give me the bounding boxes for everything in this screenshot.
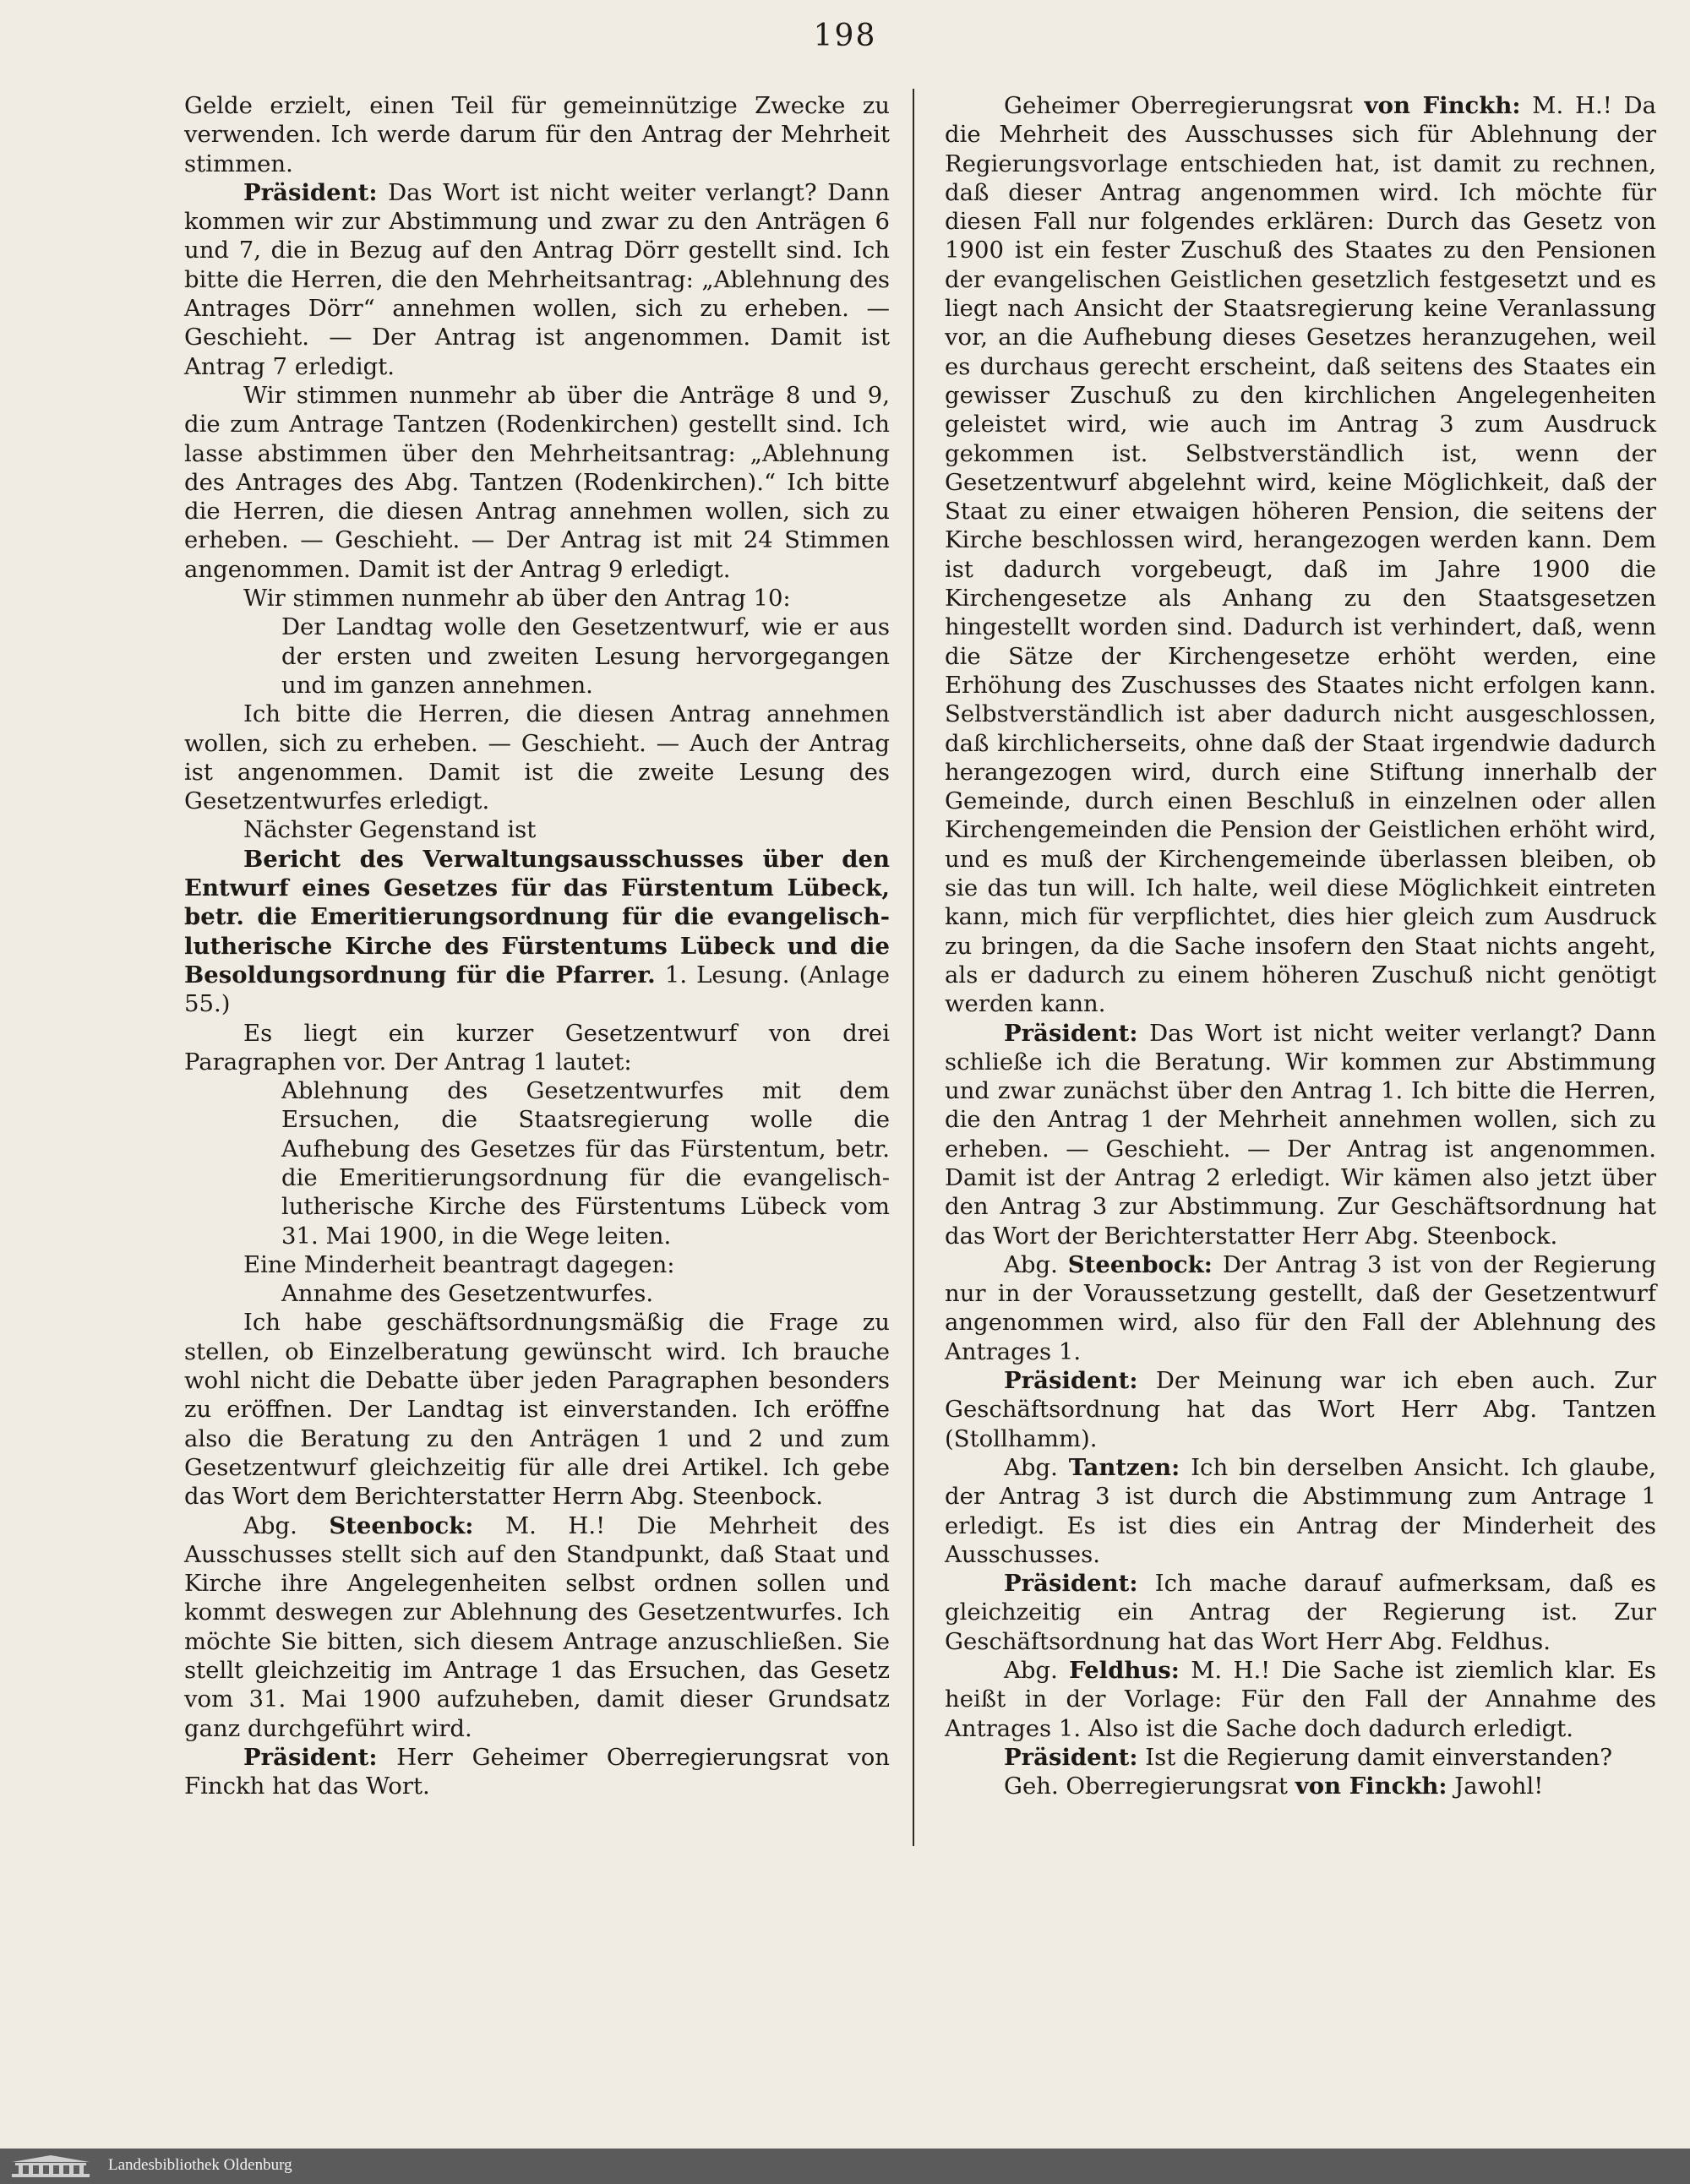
footer-library-name: Landesbibliothek Oldenburg [108, 2156, 292, 2174]
speech-paragraph [945, 1250, 1656, 1366]
paragraph-text: Ich bin derselben Ansicht. Ich glaube, der Antrag 3 ist durch die Abstimmung zum Antrage 1 erledigt. Es ist dies ein Antrag der Minderheit des Ausschusses. [945, 1453, 1656, 1568]
speaker-name: Präsident: [243, 178, 378, 206]
footer-bar [0, 2149, 1690, 2184]
quoted-motion [281, 1279, 890, 1308]
paragraph-text: Gelde erzielt, einen Teil für gemeinnützige Zwecke zu verwenden. Ich werde darum für den Antrag der Mehrheit stimmen. [184, 92, 890, 177]
paragraph-text: Ist die Regierung damit einverstanden? [1137, 1743, 1612, 1771]
motion-text: Annahme des Gesetzentwurfes. [281, 1280, 654, 1308]
paragraph-text: Ich mache darauf aufmerksam, daß es gleichzeitig ein Antrag der Regierung ist. Zur Geschäftsordnung hat das Wort Herr Abg. Feldhus. [945, 1570, 1656, 1655]
agenda-title: Bericht des Verwaltungsausschusses über den Entwurf eines Gesetzes für das Fürstentum Lübeck, betr. die Emeritierungsordnung für die evangelisch-lutherische Kirche des Fürstentums Lübeck und die Besoldungsordnung für die Pfarrer. [184, 845, 890, 989]
paragraph-text: Nächster Gegenstand ist [243, 816, 537, 844]
speaker-name: von Finckh: [1295, 1773, 1447, 1800]
right-column [945, 91, 1656, 1801]
speaker-name: Präsident: [1004, 1367, 1138, 1395]
paragraph-text: Herr Geheimer Oberregierungsrat von Finckh hat das Wort. [184, 1743, 890, 1800]
motion-text: Ablehnung des Gesetzentwurfes mit dem Ersuchen, die Staatsregierung wolle die Aufhebung des Gesetzes für das Fürstentum, betr. die Emeritierungsordnung für die evangelisch-lutherische Kirche des Fürstentums Lübeck vom 31. Mai 1900, in die Wege leiten. [281, 1077, 890, 1250]
speaker-title: Geh. Oberregierungsrat [1004, 1773, 1295, 1800]
paragraph-text: Wir stimmen nunmehr ab über den Antrag 10: [243, 585, 791, 613]
speech-paragraph [945, 1656, 1656, 1743]
page-number: 198 [813, 19, 877, 53]
speech-paragraph [945, 91, 1656, 1019]
speech-paragraph [945, 1772, 1656, 1800]
speaker-name: Tantzen: [1068, 1453, 1180, 1481]
speech-paragraph [945, 1019, 1656, 1250]
paragraph-text: M. H.! Die Mehrheit des Ausschusses stellt sich auf den Standpunkt, daß Staat und Kirche ihre Angelegenheiten selbst ordnen sollen und kommt deswegen zur Ablehnung des Gesetzentwurfes. Ich möchte Sie bitten, sich diesem Antrage anzuschließen. Sie stellt gleichzeitig im Antrage 1 das Ersuchen, das Gesetz vom 31. Mai 1900 aufzuheben, damit dieser Grundsatz ganz durchgeführt wird. [184, 1511, 890, 1742]
text-paragraph [184, 1019, 890, 1077]
speaker-name: Feldhus: [1069, 1657, 1180, 1685]
paragraph-text: Das Wort ist nicht weiter verlangt? Dann schließe ich die Beratung. Wir kommen zur Abstimmung und zwar zunächst über den Antrag 1. Ich bitte die Herren, die den Antrag 1 der Mehrheit annehmen wollen, sich zu erheben. — Geschieht. — Der Antrag ist angenommen. Damit ist der Antrag 2 erledigt. Wir kämen also jetzt über den Antrag 3 zur Abstimmung. Zur Geschäftsordnung hat das Wort der Berichterstatter Herr Abg. Steenbock. [945, 1019, 1656, 1250]
speaker-title: Abg. [1004, 1250, 1068, 1278]
text-paragraph [184, 584, 890, 613]
speaker-title: Abg. [1004, 1657, 1070, 1685]
speech-paragraph [184, 178, 890, 381]
paragraph-text: M. H.! Die Sache ist ziemlich klar. Es heißt in der Vorlage: Für den Fall der Annahme des Antrages 1. Also ist die Sache doch dadurch erledigt. [945, 1657, 1656, 1742]
text-paragraph [184, 1250, 890, 1279]
quoted-motion [281, 1076, 890, 1250]
paragraph-text: Das Wort ist nicht weiter verlangt? Dann kommen wir zur Abstimmung und zwar zu den Anträgen 6 und 7, die in Bezug auf den Antrag Dörr gestellt sind. Ich bitte die Herren, die den Mehrheitsantrag: „Ablehnung des Antrages Dörr“ annehmen wollen, sich zu erheben. — Geschieht. — Der Antrag ist angenommen. Damit ist Antrag 7 erledigt. [184, 178, 890, 380]
agenda-reading: 1. Lesung. (Anlage 55.) [184, 961, 890, 1018]
paragraph-text: Eine Minderheit beantragt dagegen: [243, 1250, 675, 1278]
speaker-name: Steenbock: [329, 1511, 474, 1539]
column-divider [913, 89, 914, 1846]
text-paragraph [184, 700, 890, 815]
speech-paragraph [945, 1453, 1656, 1569]
quoted-motion [281, 613, 890, 700]
motion-text: Der Landtag wolle den Gesetzentwurf, wie er aus der ersten und zweiten Lesung hervorgegangen und im ganzen annehmen. [281, 613, 890, 699]
speaker-name: von Finckh: [1364, 92, 1521, 119]
paragraph-text: Ich bitte die Herren, die diesen Antrag annehmen wollen, sich zu erheben. — Geschieht. — Auch der Antrag ist angenommen. Damit ist die zweite Lesung des Gesetzentwurfes erledigt. [184, 700, 890, 815]
speech-paragraph [184, 1743, 890, 1801]
paragraph-text: Der Antrag 3 ist von der Regierung nur in der Voraussetzung gestellt, daß der Gesetzentwurf angenommen wird, also für den Fall der Ablehnung des Antrages 1. [945, 1250, 1656, 1365]
text-paragraph [184, 381, 890, 584]
paragraph-text: Der Meinung war ich eben auch. Zur Geschäftsordnung hat das Wort Herr Abg. Tantzen (Stollhamm). [945, 1367, 1656, 1452]
paragraph-text: M. H.! Da die Mehrheit des Ausschusses sich für Ablehnung der Regierungsvorlage entschieden hat, ist damit zu rechnen, daß dieser Antrag angenommen wird. Ich möchte für diesen Fall nur folgendes erklären: Durch das Gesetz von 1900 ist ein fester Zuschuß des Staates zu den Pensionen der evangelischen Geistlichen gesetzlich festgesetzt und es liegt nach Ansicht der Staatsregierung keine Veranlassung vor, an die Aufhebung dieses Gesetzes heranzugehen, weil es durchaus gerecht erscheint, daß seitens des Staates ein gewisser Zuschuß zu den kirchlichen Angelegenheiten geleistet wird, wie auch im Antrag 3 zum Ausdruck gekommen ist. Selbstverständlich ist, wenn der Gesetzentwurf abgelehnt wird, keine Möglichkeit, daß der Staat zu einer etwaigen höheren Pension, die seitens der Kirche beschlossen wird, herangezogen werden kann. Dem ist dadurch vorgebeugt, daß im Jahre 1900 die Kirchengesetze als Anhang zu den Staatsgesetzen hingestellt worden sind. Dadurch ist verhindert, daß, wenn die Sätze der Kirchengesetze erhöht werden, eine Erhöhung des Zuschusses des Staates nicht erfolgen kann. Selbstverständlich ist aber dadurch nicht ausgeschlossen, daß kirchlicherseits, ohne daß der Staat irgendwie dadurch herangezogen wird, durch eine Stiftung innerhalb der Gemeinde, durch einen Beschluß in einzelnen oder allen Kirchengemeinden die Pension der Geistlichen erhöht wird, und es muß der Kirchengemeinde überlassen bleiben, ob sie das tun will. Ich halte, weil diese Möglichkeit eintreten kann, mich für verpflichtet, dies hier gleich zum Ausdruck zu bringen, da die Sache insofern den Staat nichts angeht, als er dadurch zu einem höheren Zuschuß nicht genötigt werden kann. [945, 92, 1657, 1018]
text-paragraph [184, 1308, 890, 1511]
paragraph-text: Jawohl! [1447, 1773, 1544, 1800]
speaker-name: Präsident: [1004, 1019, 1138, 1047]
paragraph-text: Es liegt ein kurzer Gesetzentwurf von drei Paragraphen vor. Der Antrag 1 lautet: [184, 1019, 890, 1076]
speech-paragraph [945, 1366, 1656, 1453]
speaker-name: Präsident: [243, 1743, 378, 1771]
speech-paragraph [184, 1511, 890, 1743]
text-paragraph [184, 815, 890, 844]
agenda-heading [184, 845, 890, 1019]
paragraph-text: Ich habe geschäftsordnungsmäßig die Frage zu stellen, ob Einzelberatung gewünscht wird. Ich brauche wohl nicht die Debatte über jeden Paragraphen besonders zu eröffnen. Der Landtag ist einverstanden. Ich eröffne also die Beratung zu den Anträgen 1 und 2 und zum Gesetzentwurf gleichzeitig für alle drei Artikel. Ich gebe das Wort dem Berichterstatter Herrn Abg. Steenbock. [184, 1309, 890, 1511]
speaker-title: Abg. [243, 1511, 330, 1539]
text-paragraph [184, 91, 890, 178]
paragraph-text: Wir stimmen nunmehr ab über die Anträge 8 und 9, die zum Antrage Tantzen (Rodenkirchen) gestellt sind. Ich lasse abstimmen über den Mehrheitsantrag: „Ablehnung des Antrages des Abg. Tantzen (Rodenkirchen).“ Ich bitte die Herren, die diesen Antrag annehmen wollen, sich zu erheben. — Geschieht. — Der Antrag ist mit 24 Stimmen angenommen. Damit ist der Antrag 9 erledigt. [184, 381, 890, 583]
speaker-name: Steenbock: [1067, 1250, 1213, 1278]
library-building-icon [8, 2154, 93, 2179]
speaker-title: Abg. [1004, 1453, 1069, 1481]
speaker-title: Geheimer Oberregierungsrat [1004, 92, 1365, 119]
left-column [184, 91, 890, 1801]
speech-paragraph [945, 1569, 1656, 1656]
speaker-name: Präsident: [1004, 1743, 1138, 1771]
speaker-name: Präsident: [1004, 1570, 1138, 1598]
speech-paragraph [945, 1743, 1656, 1772]
